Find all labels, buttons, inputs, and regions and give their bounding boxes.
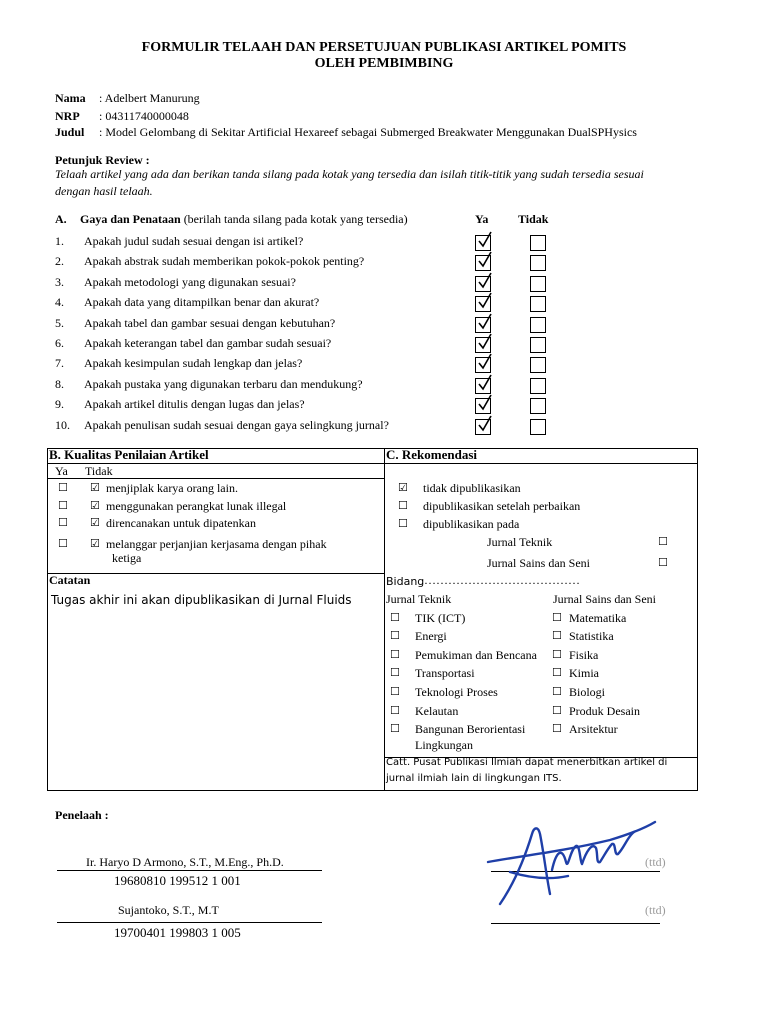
c2-checkbox[interactable]: ☐: [398, 499, 408, 512]
nama-label: Nama: [55, 91, 86, 105]
checkmark-icon: [477, 353, 493, 371]
teknik-field-label: Bangunan Berorientasi: [415, 722, 526, 736]
section-a-item-text: Apakah abstrak sudah memberikan pokok-pokok penting?: [84, 254, 365, 268]
section-a-ya-checkbox[interactable]: [475, 419, 491, 435]
judul-value: : Model Gelombang di Sekitar Artificial Hexareef sebagai Submerged Breakwater Menggunakan DualSPHysics: [99, 125, 637, 139]
teknik-field-label-2: Lingkungan: [415, 738, 473, 752]
petunjuk-text-1: Telaah artikel yang ada dan berikan tanda silang pada kotak yang tersedia dan isilah titik-titik yang sudah tersedia sesuai: [55, 167, 644, 181]
section-a-letter: A.: [55, 212, 67, 226]
col-jurnal-sains: Jurnal Sains dan Seni: [553, 592, 656, 606]
section-a-item-text: Apakah keterangan tabel dan gambar sudah sesuai?: [84, 336, 332, 350]
c2-text: dipublikasikan setelah perbaikan: [423, 499, 581, 513]
section-a-ya-checkbox[interactable]: [475, 337, 491, 353]
sains-field-checkbox[interactable]: ☐: [552, 629, 562, 642]
section-a-ya-checkbox[interactable]: [475, 378, 491, 394]
section-c-heading: C. Rekomendasi: [386, 447, 478, 462]
b4-ya-checkbox[interactable]: ☐: [58, 537, 68, 550]
sains-field-checkbox[interactable]: ☐: [552, 722, 562, 735]
section-a-item-text: Apakah metodologi yang digunakan sesuai?: [84, 275, 296, 289]
sains-field-checkbox[interactable]: ☐: [552, 704, 562, 717]
sains-field-label: Matematika: [569, 611, 627, 625]
checkmark-icon: [477, 333, 493, 351]
sains-field-label: Biologi: [569, 685, 606, 699]
sains-field-checkbox[interactable]: ☐: [552, 685, 562, 698]
b3-ya-checkbox[interactable]: ☐: [58, 516, 68, 529]
reviewer1-nip: 19680810 199512 1 001: [114, 873, 241, 888]
signature-drawing: [470, 812, 670, 912]
reviewer1-underline: [57, 870, 322, 871]
section-a-tidak-checkbox[interactable]: [530, 317, 546, 333]
penelaah-label: Penelaah :: [55, 808, 109, 822]
sains-field-checkbox[interactable]: ☐: [552, 648, 562, 661]
section-b-heading: B. Kualitas Penilaian Artikel: [49, 447, 209, 462]
ttd-2: (ttd): [645, 903, 666, 917]
section-a-ya-checkbox[interactable]: [475, 398, 491, 414]
c1-checkbox[interactable]: ☑: [398, 481, 408, 494]
section-a-item-text: Apakah kesimpulan sudah lengkap dan jelas?: [84, 356, 303, 370]
teknik-field-checkbox[interactable]: ☐: [390, 685, 400, 698]
section-a-tidak-checkbox[interactable]: [530, 235, 546, 251]
section-a-item-number: 8.: [55, 377, 64, 391]
checkmark-icon: [477, 251, 493, 269]
section-a-item-number: 1.: [55, 234, 64, 248]
section-a-item-number: 6.: [55, 336, 64, 350]
checkmark-icon: [477, 374, 493, 392]
section-a-item-number: 4.: [55, 295, 64, 309]
section-a-ya-checkbox[interactable]: [475, 296, 491, 312]
section-a-item-text: Apakah data yang ditampilkan benar dan akurat?: [84, 295, 320, 309]
teknik-field-checkbox[interactable]: ☐: [390, 704, 400, 717]
col-jurnal-teknik: Jurnal Teknik: [386, 592, 452, 606]
c3-text: dipublikasikan pada: [423, 517, 520, 531]
judul-label: Judul: [55, 125, 85, 139]
teknik-field-label: Energi: [415, 629, 447, 643]
b2-ya-checkbox[interactable]: ☐: [58, 499, 68, 512]
c3-checkbox[interactable]: ☐: [398, 517, 408, 530]
teknik-field-checkbox[interactable]: ☐: [390, 648, 400, 661]
section-a-ya-checkbox[interactable]: [475, 357, 491, 373]
ttd-1: (ttd): [645, 855, 666, 869]
section-a-item-text: Apakah artikel ditulis dengan lugas dan jelas?: [84, 397, 305, 411]
journal-sains-checkbox[interactable]: ☐: [658, 556, 668, 569]
reviewer2-nip: 19700401 199803 1 005: [114, 925, 241, 940]
section-b-col-ya: Ya: [55, 464, 68, 478]
b1-ya-checkbox[interactable]: ☐: [58, 481, 68, 494]
teknik-field-checkbox[interactable]: ☐: [390, 611, 400, 624]
teknik-field-label: Teknologi Proses: [415, 685, 498, 699]
c1-text: tidak dipublikasikan: [423, 481, 521, 495]
section-b-col-tidak: Tidak: [85, 464, 113, 478]
b4-tidak-checkbox[interactable]: ☑: [90, 537, 100, 550]
table-divider: [384, 448, 385, 791]
b4-text: melanggar perjanjian kerjasama dengan pihak: [106, 537, 327, 551]
journal-teknik-checkbox[interactable]: ☐: [658, 535, 668, 548]
section-a-tidak-checkbox[interactable]: [530, 296, 546, 312]
sains-field-checkbox[interactable]: ☐: [552, 666, 562, 679]
section-a-item-text: Apakah tabel dan gambar sesuai dengan kebutuhan?: [84, 316, 336, 330]
section-a-ya-checkbox[interactable]: [475, 235, 491, 251]
section-a-tidak-checkbox[interactable]: [530, 255, 546, 271]
petunjuk-label: Petunjuk Review :: [55, 153, 150, 167]
b2-text: menggunakan perangkat lunak illegal: [106, 499, 287, 513]
nrp-label: NRP: [55, 109, 80, 123]
journal-teknik-text: Jurnal Teknik: [487, 535, 553, 549]
b3-text: direncanakan untuk dipatenkan: [106, 516, 256, 530]
catatan-text[interactable]: Tugas akhir ini akan dipublikasikan di Jurnal Fluids: [51, 593, 352, 607]
nama-value: : Adelbert Manurung: [99, 91, 200, 105]
section-a-tidak-checkbox[interactable]: [530, 276, 546, 292]
teknik-field-label: Kelautan: [415, 704, 459, 718]
b3-tidak-checkbox[interactable]: ☑: [90, 516, 100, 529]
section-a-tidak-checkbox[interactable]: [530, 419, 546, 435]
section-a-item-number: 7.: [55, 356, 64, 370]
section-a-ya-checkbox[interactable]: [475, 276, 491, 292]
teknik-field-checkbox[interactable]: ☐: [390, 629, 400, 642]
teknik-field-label: Transportasi: [415, 666, 475, 680]
checkmark-icon: [477, 415, 493, 433]
bidang-dots[interactable]: …………………………………: [424, 573, 580, 587]
section-a-item-text: Apakah penulisan sudah sesuai dengan gaya selingkung jurnal?: [84, 418, 389, 432]
reviewer2-underline: [57, 922, 322, 923]
teknik-field-checkbox[interactable]: ☐: [390, 722, 400, 735]
section-a-item-number: 5.: [55, 316, 64, 330]
b4-text-2: ketiga: [112, 551, 142, 565]
section-a-ya-checkbox[interactable]: [475, 255, 491, 271]
checkmark-icon: [477, 394, 493, 412]
section-a-item-text: Apakah pustaka yang digunakan terbaru dan mendukung?: [84, 377, 363, 391]
section-a-col-ya: Ya: [475, 212, 489, 226]
section-a-tidak-checkbox[interactable]: [530, 378, 546, 394]
teknik-field-label: Pemukiman dan Bencana: [415, 648, 537, 662]
section-a-item-number: 2.: [55, 254, 64, 268]
section-a-tidak-checkbox[interactable]: [530, 398, 546, 414]
sains-field-label: Produk Desain: [569, 704, 640, 718]
section-a-ya-checkbox[interactable]: [475, 317, 491, 333]
signature-line-2: [491, 923, 660, 924]
section-a-tidak-checkbox[interactable]: [530, 357, 546, 373]
section-a-heading-note: (berilah tanda silang pada kotak yang tersedia): [183, 212, 408, 226]
bidang-label: Bidang: [386, 575, 425, 588]
sains-field-label: Fisika: [569, 648, 599, 662]
sains-field-checkbox[interactable]: ☐: [552, 611, 562, 624]
section-a-item-number: 9.: [55, 397, 64, 411]
b2-tidak-checkbox[interactable]: ☑: [90, 499, 100, 512]
catt-line1: Catt. Pusat Publikasi Ilmiah dapat menerbitkan artikel di: [386, 757, 668, 768]
table-header-rule: [47, 463, 698, 464]
section-a-item-number: 3.: [55, 275, 64, 289]
checkmark-icon: [477, 272, 493, 290]
sains-field-label: Statistika: [569, 629, 614, 643]
sains-field-label: Kimia: [569, 666, 599, 680]
sains-field-label: Arsitektur: [569, 722, 618, 736]
section-a-tidak-checkbox[interactable]: [530, 337, 546, 353]
journal-sains-text: Jurnal Sains dan Seni: [487, 556, 590, 570]
catt-line2: jurnal ilmiah lain di lingkungan ITS.: [386, 773, 562, 784]
b1-text: menjiplak karya orang lain.: [106, 481, 238, 495]
petunjuk-text-2: dengan hasil telaah.: [55, 184, 153, 198]
section-a-heading: [80, 212, 408, 227]
b1-tidak-checkbox[interactable]: ☑: [90, 481, 100, 494]
form-title-line2: OLEH PEMBIMBING: [314, 56, 454, 71]
section-a-col-tidak: Tidak: [518, 212, 549, 226]
form-title-line1: FORMULIR TELAAH DAN PERSETUJUAN PUBLIKASI ARTIKEL POMITS: [141, 40, 627, 55]
teknik-field-checkbox[interactable]: ☐: [390, 666, 400, 679]
section-a-item-number: 10.: [55, 418, 70, 432]
section-a-heading-bold: Gaya dan Penataan: [80, 212, 181, 226]
reviewer2-name: Sujantoko, S.T., M.T: [118, 903, 219, 917]
catatan-label: Catatan: [49, 573, 91, 587]
reviewer1-name: Ir. Haryo D Armono, S.T., M.Eng., Ph.D.: [86, 855, 284, 869]
checkmark-icon: [477, 313, 493, 331]
section-a-item-text: Apakah judul sudah sesuai dengan isi artikel?: [84, 234, 304, 248]
checkmark-icon: [477, 292, 493, 310]
checkmark-icon: [477, 231, 493, 249]
teknik-field-label: TIK (ICT): [415, 611, 466, 625]
nrp-value: : 04311740000048: [99, 109, 189, 123]
catatan-rule: [47, 573, 385, 574]
